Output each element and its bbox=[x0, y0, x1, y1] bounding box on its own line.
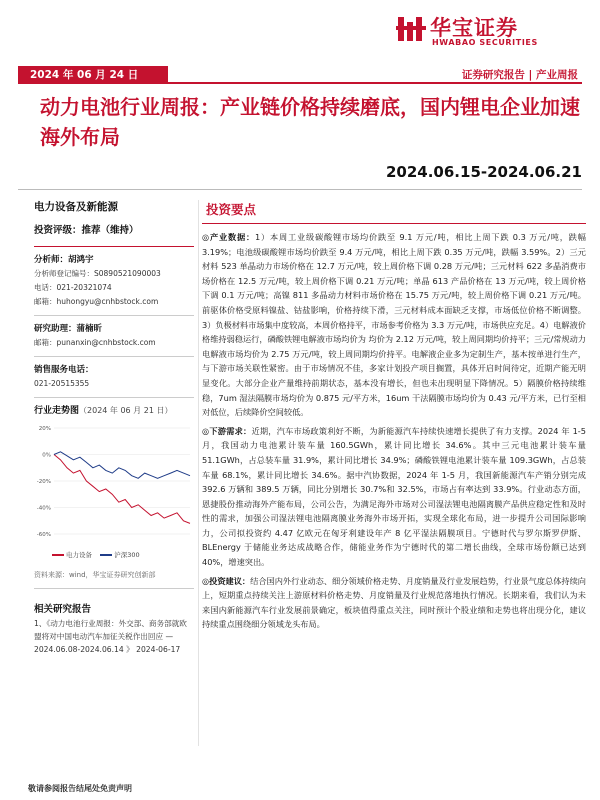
chart-title bbox=[34, 404, 194, 418]
analyst-cert: 分析师登记编号：S0890521090003 bbox=[34, 269, 161, 278]
chart-title-text: 行业走势图 bbox=[34, 406, 80, 416]
legend-label-2: 沪深300 bbox=[114, 551, 140, 559]
series-line-1 bbox=[54, 455, 190, 524]
report-title: 动力电池行业周报：产业链价格持续磨底，国内锂电企业加速海外布局 bbox=[40, 95, 580, 149]
huabao-logo-icon bbox=[396, 14, 426, 44]
logo-chinese-name: 华宝证券 bbox=[430, 16, 518, 40]
company-logo bbox=[396, 12, 566, 48]
chart-legend bbox=[52, 548, 140, 562]
y-tick-label: 20% bbox=[38, 426, 51, 432]
assistant-email: 邮箱：punanxin@cnhbstock.com bbox=[34, 338, 156, 347]
sidebar-divider bbox=[34, 246, 194, 247]
heading-underline bbox=[202, 223, 586, 224]
sales-phone: 021-20515355 bbox=[34, 379, 90, 388]
y-tick-label: -60% bbox=[36, 532, 51, 538]
report-category: 证券研究报告 | 产业周报 bbox=[461, 69, 578, 81]
main-content bbox=[202, 200, 586, 636]
report-date-range: 2024.06.15-2024.06.21 bbox=[385, 163, 582, 181]
chart-source: 资料来源：wind，华宝证券研究创新部 bbox=[34, 571, 156, 579]
header-divider bbox=[168, 82, 582, 84]
paragraph-investment-advice: ◎投资建议：结合国内外行业动态、细分领域价格走势、月度销量及行业发展趋势，行业景气度总体持续向上，短期重点持续关注上游原材料价格走势、月度销量及行业规范落地执行情况。长期来看，我们认为未来国内新能源汽车行业发展前景确定，板块值得重点关注，同时预计个股业绩和走势也将出现分化，建议持续重点围绕细分领域龙头布局。 bbox=[202, 575, 586, 630]
paragraph-downstream-demand: ◎下游需求：近期，汽车市场政策利好不断，为新能源汽车持续快速增长提供了有力支撑。2024 年 1-5 月，我国动力电池累计装车量 160.5GWh，累计同比增长 34.6%。其中三元电池累计装车量 51.1GWh，占总装车量 31.9%，累计同比增长 34.9%；磷酸铁锂电池累计装车量 109.3GWh，占总装车量 68.1%，累计同比增长 34.6%。据中汽协数据，2024 年 1-5 月，我国新能源汽车产销分别完成 392.6 万辆和 389.5 万辆，同比分别增长 30.7%和 32.5%，市场占有率达到 33.9%。行业动态方面，恩捷股份推动海外产能布局，公司公告，为满足海外市场对公司湿法锂电池隔离膜产品供应稳定性和及时性的需求，加强公司湿法锂电池隔离膜业务海外市场开拓，实现全球化布局，进一步提升公司国际影响力，公司拟投资约 4.47 亿欧元在匈牙利建设年产 8 亿平湿法隔膜项目。宁德时代与罗尔斯罗伊斯、BLEnergy 于储能业务达成战略合作，储能业务作为宁德时代的第二增长曲线，全球市场份额已达到 40%，增速突出。 bbox=[202, 425, 586, 568]
related-report-item: 1、《动力电池行业周报：外交部、商务部就欧盟将对中国电动汽车加征关税作出回应 — 2024.06.08-2024.06.14 》 2024-06-17 bbox=[34, 619, 187, 654]
paragraph-industry-data: ◎产业数据：1）本周工业级碳酸锂市场均价跌至 9.1 万元/吨，相比上周下跌 0.3 万元/吨，跌幅 3.19%；电池级碳酸锂市场均价跌至 9.4 万元/吨，相比上周下跌 0.35 万元/吨，跌幅 3.59%。2）三元材料 523 单晶动力市场价格在 12.7 万元/吨，较上周价格下调 0.28 万元/吨；三元材料 622 多晶消费市场价格在 12.5 万元/吨，较上周价格下调 0.21 万元/吨；单晶 613 产品价格在 13 万元/吨，较上周价格下调 0.1 万元/吨；高镍 811 多晶动力材料市场价格在 15.75 万元/吨，较上周价格下调 0.21 万元/吨。前驱体价格受原料镍盐、钴盐影响，价格持续下滑，三元材料成本面缺乏支撑，市场低位价格不断调整。3）负极材料市场集中度较高，本周价格持平，市场参考价格为 3.3 万元/吨，市场供应充足。4）电解液价格维持弱稳运行，磷酸铁锂电解液市场均价为 均价为 2.12 万元/吨，较上周同期均价持平；三元/常规动力电解液市场均价为 2.75 万元/吨，较上周同期均价持平。电解液企业多为定制生产，基本按单进行生产，与下游市场关联性紧密。由于市场情况不佳，多家计划投产项目搁置，具体开启时间待定，近期产能无明显变化。大部分企业产量维持前期状态，基本没有增长，但也未出现明显下降情况。5）隔膜价格持续维稳，7um 湿法隔膜市场均价为 0.875 元/平方米，16um 干法隔膜市场均价为 0.43 元/平方米，已行至相对低位，后续降价空间较低。 bbox=[202, 232, 586, 418]
y-tick-label: 0% bbox=[42, 452, 51, 459]
sidebar-divider bbox=[34, 588, 194, 589]
y-tick-label: -20% bbox=[36, 479, 51, 485]
related-reports-title: 相关研究报告 bbox=[34, 604, 92, 615]
left-sidebar bbox=[34, 200, 194, 656]
column-divider bbox=[198, 200, 199, 746]
sidebar-divider bbox=[34, 356, 194, 357]
analyst-email: 邮箱：huhongyu@cnhbstock.com bbox=[34, 297, 159, 306]
logo-english-name: HWABAO SECURITIES bbox=[432, 38, 538, 47]
sector-name: 电力设备及新能源 bbox=[34, 201, 118, 213]
sidebar-divider bbox=[34, 397, 194, 398]
analyst-name: 分析师：胡鸿宇 bbox=[34, 255, 94, 265]
report-date: 2024 年 06 月 24 日 bbox=[18, 66, 168, 84]
chart-title-date: （2024 年 06 月 21 日） bbox=[79, 406, 173, 415]
title-divider bbox=[18, 189, 582, 190]
trend-chart-svg bbox=[34, 422, 194, 542]
y-tick-label: -40% bbox=[36, 505, 51, 512]
analyst-phone: 电话：021-20321074 bbox=[34, 283, 112, 292]
disclaimer-footer: 敬请参阅报告结尾处免责声明 bbox=[28, 784, 132, 793]
legend-label-1: 电力设备 bbox=[66, 551, 92, 559]
report-header-bar bbox=[18, 66, 582, 84]
investment-rating: 投资评级：推荐（维持） bbox=[34, 225, 139, 236]
legend-swatch-1 bbox=[52, 554, 64, 556]
legend-swatch-2 bbox=[100, 554, 112, 556]
series-line-2 bbox=[54, 452, 190, 479]
industry-trend-chart bbox=[34, 422, 194, 562]
section-heading: 投资要点 bbox=[206, 202, 257, 217]
sales-label: 销售服务电话： bbox=[34, 365, 94, 375]
sidebar-divider bbox=[34, 315, 194, 316]
assistant-name: 研究助理：蒲楠昕 bbox=[34, 324, 103, 334]
